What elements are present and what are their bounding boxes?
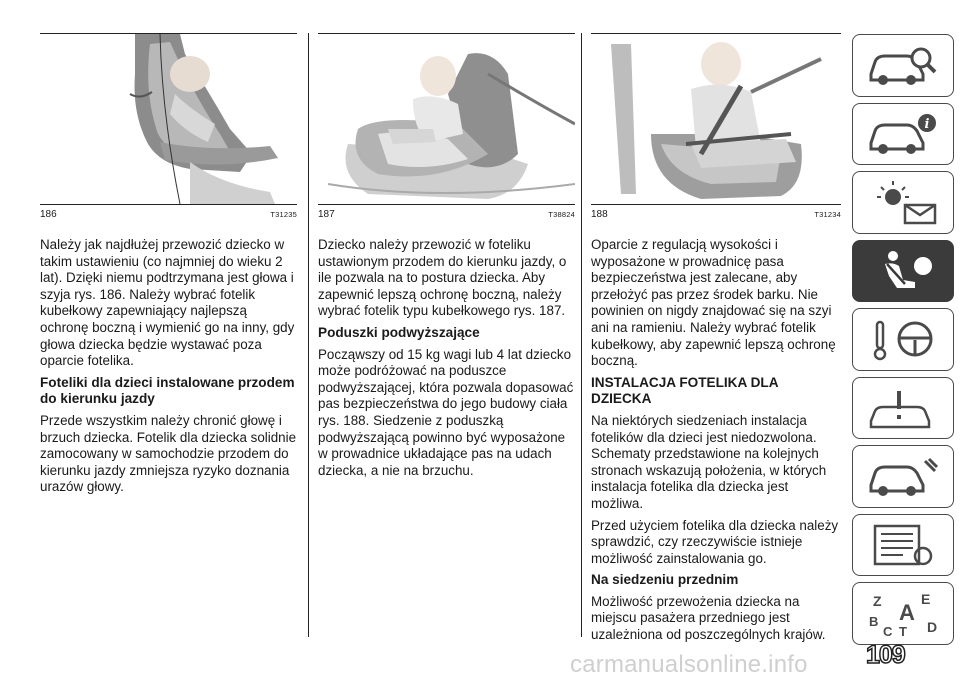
figure-187-forward-facing-child-seat <box>318 34 575 204</box>
svg-text:i: i <box>924 116 930 132</box>
figure-rule <box>318 204 575 205</box>
figure-186-rear-facing-infant-seat <box>40 34 297 204</box>
index-letter: D <box>927 619 938 636</box>
tab-index[interactable] <box>852 582 954 645</box>
figure-rule <box>40 204 297 205</box>
tab-car-info[interactable] <box>852 103 954 166</box>
tab-car-search[interactable] <box>852 34 954 97</box>
paragraph: Przede wszystkim należy chronić głowę i brzuch dziecka. Fotelik dla dziecka solidnie zamocowany w samochodzie przodem do kierunku jazdy zmniejsza ryzyko doznania urazów głowy. <box>40 412 297 495</box>
column-divider <box>581 33 582 637</box>
index-letter: C <box>883 624 893 639</box>
paragraph: Dziecko należy przewozić w foteliku ustawionym przodem do kierunku jazdy, o ile pozwala na to postura dziecka. Aby zapewnić lepszą ochronę boczną, należy wybrać fotelik typu kubełkowego rys. 187. <box>318 237 567 319</box>
figure-code: T31235 <box>270 210 297 219</box>
paragraph: Przed użyciem fotelika dla dziecka należy sprawdzić, czy rzeczywiście istnieje możliwość zainstalowania go. <box>591 517 839 566</box>
section-heading: Na siedzeniu przednim <box>591 572 739 588</box>
section-heading: Foteliki dla dzieci instalowane przodem do kierunku jazdy <box>40 374 295 407</box>
tab-emergency[interactable] <box>852 377 954 440</box>
figure-code: T31234 <box>814 210 841 219</box>
alphabetical-index-icon <box>863 588 943 638</box>
figure-caption <box>318 209 575 223</box>
figure-188-booster-cushion <box>591 34 841 204</box>
chapter-tabs <box>852 34 956 651</box>
car-service-icon <box>863 383 943 433</box>
figure-code: T38824 <box>548 210 575 219</box>
tab-driving[interactable] <box>852 308 954 371</box>
specifications-list-icon <box>863 520 943 570</box>
index-letter: E <box>921 591 931 608</box>
section-heading: INSTALACJA FOTELIKA DLA DZIECKA <box>591 374 779 407</box>
figure-rule <box>591 204 841 205</box>
column-2 <box>318 33 575 484</box>
index-letter: B <box>869 614 879 630</box>
paragraph: Należy jak najdłużej przewozić dziecko w takim ustawieniu (co najmniej do wieku 2 lat). Dzięki niemu podtrzymana jest głowa i szyja rys. 186. Należy wybrać fotelik kubełkowy zapewniający najlepszą ochronę boczną i wymienić go na inny, gdy głowa dziecka będzie wystawać poza oparcie fotelika. <box>40 237 295 369</box>
tab-safety[interactable] <box>852 240 954 303</box>
figure-number: 188 <box>591 209 608 220</box>
figure-caption <box>40 209 297 223</box>
figure-caption <box>591 209 841 223</box>
car-search-icon <box>863 40 943 90</box>
paragraph: Możliwość przewożenia dziecka na miejscu pasażera przedniego jest uzależniona od poszczególnych krajów. <box>591 593 826 643</box>
index-letter: Z <box>873 593 882 610</box>
figure-number: 187 <box>318 209 335 220</box>
section-heading: Poduszki podwyższające <box>318 324 480 340</box>
column-1 <box>40 33 297 501</box>
paragraph: Oparcie z regulacją wysokości i wyposażone w prowadnicę pasa bezpieczeństwa jest zalecane, aby przełożyć pas przez środek barku. Nie powinien on nigdy znajdować się na szyi ani na ramieniu. Należy wybrać fotelik kubełkowy, aby zapewnić lepszą ochronę boczną. <box>591 237 836 369</box>
index-letter: T <box>899 624 907 639</box>
paragraph: Na niektórych siedzeniach instalacja fotelików dla dzieci jest niedozwolona. Schematy przedstawione na kolejnych stronach wskazują położenia, w których instalacja fotelika dla dziecka jest możliwa. <box>591 412 827 511</box>
car-tools-icon <box>863 451 943 501</box>
seatbelt-airbag-icon <box>863 246 943 296</box>
column-text <box>318 237 575 479</box>
column-text <box>591 237 841 644</box>
column-3 <box>591 33 841 649</box>
column-text <box>40 237 297 496</box>
figure-number: 186 <box>40 209 57 220</box>
tab-specifications[interactable] <box>852 514 954 577</box>
column-divider <box>308 33 309 637</box>
tab-maintenance[interactable] <box>852 445 954 508</box>
page-number: 109 <box>866 641 905 669</box>
warning-lights-icon <box>863 177 943 227</box>
car-info-icon <box>863 109 943 159</box>
watermark: carmanualsonline.info <box>570 651 808 678</box>
paragraph: Począwszy od 15 kg wagi lub 4 lat dziecko może podróżować na poduszce podwyższającej, która pozwala dopasować pas bezpieczeństwa do jego budowy ciała rys. 188. Siedzenie z poduszką podwyższającą powinno być wyposażone w prowadnice układające pas na udach dziecka, a nie na brzuchu. <box>318 346 574 478</box>
tab-warning-lights[interactable] <box>852 171 954 234</box>
index-letter: A <box>899 600 915 626</box>
key-steering-icon <box>863 314 943 364</box>
